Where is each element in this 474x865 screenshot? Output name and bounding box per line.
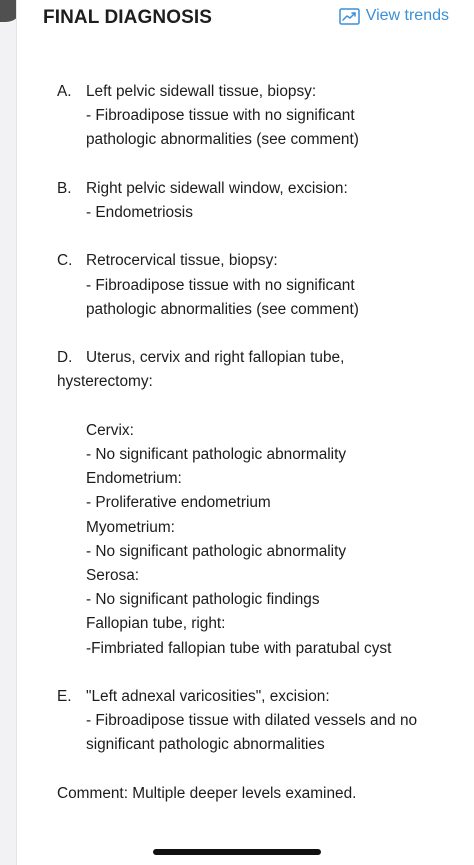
section-heading [57,685,457,709]
section-letter: B. [57,179,72,197]
page-title: FINAL DIAGNOSIS [43,7,212,28]
organ-label-myometrium: Myometrium: [86,518,175,536]
section-c [57,249,457,322]
comment-section [57,782,457,806]
organ-label-fallopian-tube: Fallopian tube, right: [86,615,226,633]
section-letter: D. [57,349,73,367]
section-heading [57,177,457,201]
organ-findings [57,419,457,661]
report-comment: Comment: Multiple deeper levels examined. [57,784,357,802]
section-a [57,80,457,153]
finding-line: significant pathologic abnormalities [86,736,325,754]
organ-label-cervix: Cervix: [86,421,134,439]
section-letter: E. [57,688,72,705]
finding-line: - No significant pathologic findings [86,591,320,609]
section-heading [57,346,457,370]
section-e [57,685,457,758]
finding-line: - Fibroadipose tissue with dilated vessels and no [86,712,418,730]
organ-label-endometrium: Endometrium: [86,470,182,488]
finding-line: pathologic abnormalities (see comment) [86,300,359,318]
section-d [57,346,457,661]
section-heading-continued: hysterectomy: [57,373,153,391]
section-letter: C. [57,252,73,270]
section-heading-text: Uterus, cervix and right fallopian tube, [86,349,345,367]
section-heading-text: Left pelvic sidewall tissue, biopsy: [86,83,317,100]
view-trends-link[interactable] [339,7,449,25]
finding-line: - Endometriosis [86,204,193,221]
section-heading-text: Retrocervical tissue, biopsy: [86,252,278,270]
section-b [57,177,457,225]
view-trends-label: View trends [365,7,449,24]
finding-line: - No significant pathologic abnormality [86,445,347,463]
finding-line: -Fimbriated fallopian tube with paratubal cyst [86,639,392,657]
finding-line: - No significant pathologic abnormality [86,542,347,560]
home-indicator[interactable] [153,849,321,855]
diagnosis-report [57,80,457,830]
section-heading-text: "Left adnexal varicosities", excision: [86,688,330,705]
finding-line: - Fibroadipose tissue with no significant [86,107,355,125]
section-heading [57,249,457,273]
section-letter: A. [57,83,72,100]
finding-line: - Fibroadipose tissue with no significant [86,276,355,294]
trend-chart-icon [339,8,360,25]
finding-line: - Proliferative endometrium [86,494,271,512]
finding-line: pathologic abnormalities (see comment) [86,131,359,149]
organ-label-serosa: Serosa: [86,567,140,584]
section-heading [57,80,457,104]
section-heading-text: Right pelvic sidewall window, excision: [86,179,348,197]
